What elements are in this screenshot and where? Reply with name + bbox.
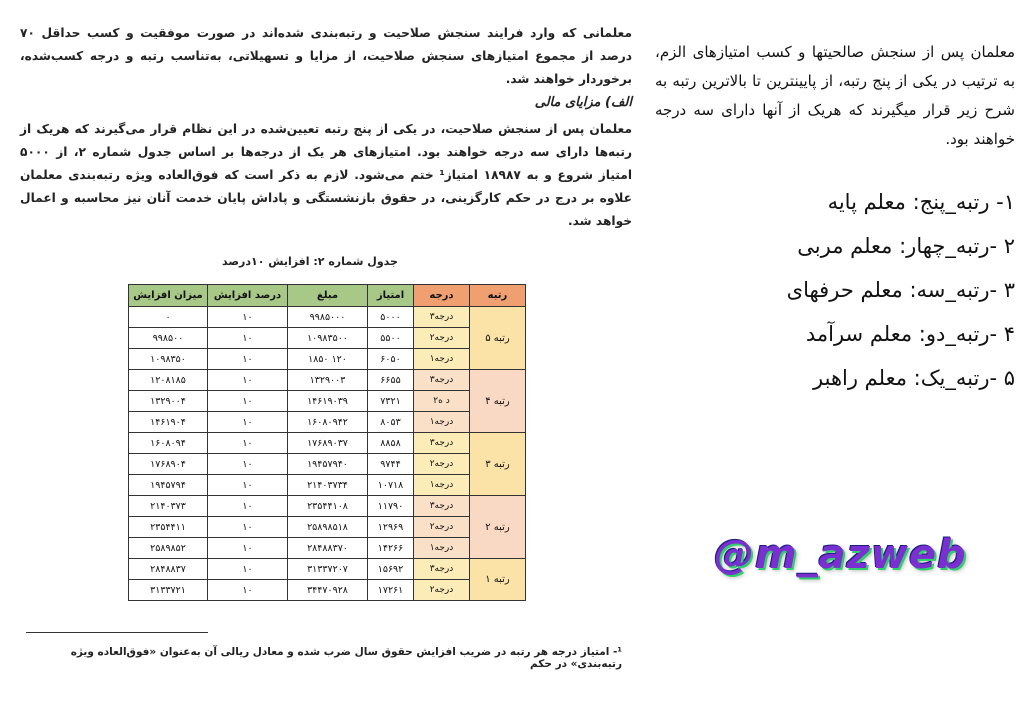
amount-cell: ۹۹۸۵۰۰۰ [288,307,368,328]
footnote: ¹- امتیاز درجه هر رتبه در ضریب افزایش حقوق سال ضرب شده و معادل ریالی آن به‌عنوان «فوق‌العاده ویژه رتبه‌بندی» در حکم [70,646,622,670]
increase-cell: ۲۸۴۸۸۳۷ [129,559,208,580]
amount-cell: ۳۱۳۳۷۲۰۷ [288,559,368,580]
rank-item-1: ۵ -رتبه_یک: معلم راهبر [813,366,1015,390]
degree-cell: درجه۱ [414,349,470,370]
score-cell: ۵۵۰۰ [368,328,414,349]
table-row [129,391,526,412]
grade-table [128,284,526,601]
header-increase: میزان افزایش [129,285,208,307]
increase-cell: ۱۲۰۸۱۸۵ [129,370,208,391]
percent-cell: ۱۰ [208,433,288,454]
table-row [129,433,526,454]
rank-list [655,190,1015,391]
percent-cell: ۱۰ [208,538,288,559]
table-row [129,475,526,496]
score-cell: ۶۶۵۵ [368,370,414,391]
increase-cell: ۲۵۸۹۸۵۲ [129,538,208,559]
table-row [129,580,526,601]
score-cell: ۱۷۲۶۱ [368,580,414,601]
score-cell: ۸۰۵۳ [368,412,414,433]
degree-cell: درجه۲ [414,517,470,538]
increase-cell: ۱۹۴۵۷۹۴ [129,475,208,496]
document-paragraph-2: معلمان پس از سنجش صلاحیت، در یکی از پنج رتبه تعیین‌شده در این نظام قرار می‌گیرند که هریک از رتبه‌ها دارای سه درجه خواهند بود. امتیازهای هر یک از درجه‌ها بر اساس جدول شماره ۲، از ۵۰۰۰ امتیاز شروع و به ۱۸۹۸۷ امتیاز¹ ختم می‌شود. لازم به ذکر است که فوق‌العاده ویژه رتبه‌بندی معلمان علاوه بر درج در حکم کارگزینی، در حقوق بازنشستگی و پاداش پایان خدمت آنان نیز محاسبه و اعمال خواهد شد. [20,122,632,228]
score-cell: ۱۰۷۱۸ [368,475,414,496]
degree-cell: درجه۲ [414,454,470,475]
score-cell: ۶۰۵۰ [368,349,414,370]
table-row [129,412,526,433]
increase-cell: ۱۳۲۹۰۰۴ [129,391,208,412]
degree-cell: درجه۱ [414,412,470,433]
score-cell: ۱۲۹۶۹ [368,517,414,538]
header-percent: درصد افزایش [208,285,288,307]
amount-cell: ۱۲۰ ۱۸۵۰ [288,349,368,370]
percent-cell: ۱۰ [208,454,288,475]
document-paragraph-1: معلمانی که وارد فرایند سنجش صلاحیت و رتبه‌بندی شده‌اند در صورت موفقیت و کسب حداقل ۷۰ درصد از مجموع امتیازهای سنجش صلاحیت، از مزایا و تسهیلاتی، به‌تناسب رتبه و درجه کسب‌شده، برخوردار خواهند شد. [20,26,632,86]
rank-cell: رتبه ۳ [470,433,526,496]
footnote-divider [26,632,208,633]
header-rank: رتبه [470,285,526,307]
percent-cell: ۱۰ [208,370,288,391]
rank-item-3: ۳ -رتبه_سه: معلم حرفهای [786,278,1015,302]
rank-cell: رتبه ۴ [470,370,526,433]
rank-cell: رتبه ۲ [470,496,526,559]
amount-cell: ۲۱۴۰۳۷۳۴ [288,475,368,496]
increase-cell: ۰ [129,307,208,328]
percent-cell: ۱۰ [208,496,288,517]
degree-cell: د ه۲ [414,391,470,412]
caption-panel [655,38,1015,410]
header-degree: درجه [414,285,470,307]
increase-cell: ۱۶۰۸۰۹۴ [129,433,208,454]
increase-cell: ۲۳۵۴۴۱۱ [129,517,208,538]
percent-cell: ۱۰ [208,475,288,496]
amount-cell: ۳۴۴۷۰۹۲۸ [288,580,368,601]
degree-cell: درجه۳ [414,307,470,328]
score-cell: ۱۱۷۹۰ [368,496,414,517]
degree-cell: درجه۲ [414,580,470,601]
channel-logo: @m_azweb [714,532,967,578]
score-cell: ۵۰۰۰ [368,307,414,328]
degree-cell: درجه۳ [414,370,470,391]
degree-cell: درجه۱ [414,475,470,496]
score-cell: ۱۵۶۹۲ [368,559,414,580]
score-cell: ۱۴۲۶۶ [368,538,414,559]
percent-cell: ۱۰ [208,307,288,328]
table-row [129,328,526,349]
increase-cell: ۳۱۳۳۷۲۱ [129,580,208,601]
percent-cell: ۱۰ [208,349,288,370]
degree-cell: درجه۳ [414,496,470,517]
table-row [129,496,526,517]
amount-cell: ۱۶۰۸۰۹۴۲ [288,412,368,433]
caption-intro: معلمان پس از سنجش صالحیتها و کسب امتیازهای الزم، به ترتیب در یکی از پنج رتبه، از پایینترین تا بالاترین رتبه به شرح زیر قرار میگیرند که هریک از آنها دارای سه درجه خواهند بود. [655,43,1015,148]
percent-cell: ۱۰ [208,412,288,433]
rank-item-2: ۴ -رتبه_دو: معلم سرآمد [805,322,1015,346]
table-row [129,538,526,559]
document-heading: الف) مزایای مالی [534,95,632,110]
rank-item-5: ۱- رتبه_پنج: معلم پایه [827,190,1015,214]
amount-cell: ۱۷۶۸۹۰۳۷ [288,433,368,454]
percent-cell: ۱۰ [208,328,288,349]
table-row [129,370,526,391]
amount-cell: ۲۸۴۸۸۳۷۰ [288,538,368,559]
rank-item-4: ۲ -رتبه_چهار: معلم مربی [797,234,1015,258]
amount-cell: ۲۵۸۹۸۵۱۸ [288,517,368,538]
table-row [129,307,526,328]
increase-cell: ۱۰۹۸۳۵۰ [129,349,208,370]
rank-cell: رتبه ۵ [470,307,526,370]
header-amount: مبلغ [288,285,368,307]
table-row [129,559,526,580]
score-cell: ۷۳۲۱ [368,391,414,412]
score-cell: ۹۷۴۴ [368,454,414,475]
amount-cell: ۲۳۵۴۴۱۰۸ [288,496,368,517]
amount-cell: ۱۰۹۸۳۵۰۰ [288,328,368,349]
percent-cell: ۱۰ [208,580,288,601]
percent-cell: ۱۰ [208,559,288,580]
degree-cell: درجه۳ [414,433,470,454]
degree-cell: درجه۲ [414,328,470,349]
amount-cell: ۱۴۶۱۹۰۳۹ [288,391,368,412]
rank-cell: رتبه ۱ [470,559,526,601]
table-caption: جدول شماره ۲: افزایش ۱۰درصد [222,255,398,268]
increase-cell: ۹۹۸۵۰۰ [129,328,208,349]
amount-cell: ۱۳۲۹۰۰۳ [288,370,368,391]
percent-cell: ۱۰ [208,517,288,538]
table-row [129,517,526,538]
table-row [129,454,526,475]
percent-cell: ۱۰ [208,391,288,412]
document-body [20,22,632,233]
degree-cell: درجه۳ [414,559,470,580]
header-score: امتیاز [368,285,414,307]
amount-cell: ۱۹۴۵۷۹۴۰ [288,454,368,475]
score-cell: ۸۸۵۸ [368,433,414,454]
degree-cell: درجه۱ [414,538,470,559]
increase-cell: ۲۱۴۰۳۷۳ [129,496,208,517]
increase-cell: ۱۴۶۱۹۰۴ [129,412,208,433]
increase-cell: ۱۷۶۸۹۰۴ [129,454,208,475]
table-header-row [129,285,526,307]
table-row [129,349,526,370]
table-body [129,307,526,601]
